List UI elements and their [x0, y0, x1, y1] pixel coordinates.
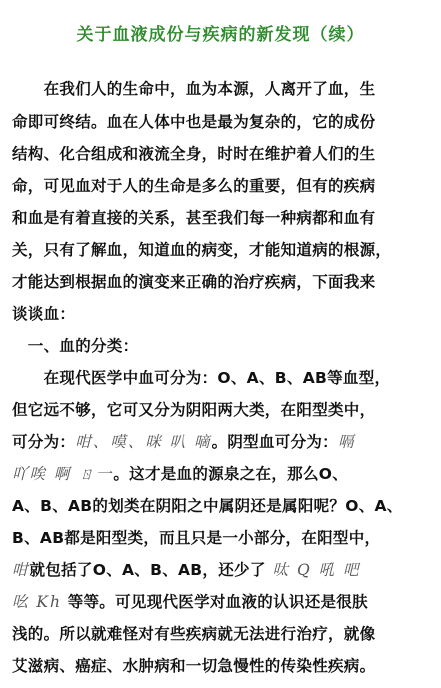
text-line [12, 590, 368, 612]
text-line [12, 366, 390, 388]
text-segment: 但它远不够，它可又分为阴阳两大类，在阳型类中， [12, 401, 376, 419]
handwritten-annotation: 吆 Kh [12, 593, 62, 611]
handwritten-annotation: 咁 [12, 561, 30, 579]
handwritten-annotation: 吖唉 啊 ㄖ一 [12, 465, 114, 483]
text-line [12, 110, 375, 132]
text-line [12, 654, 375, 676]
text-line [12, 526, 380, 548]
text-line [12, 142, 375, 164]
text-segment: 在我们人的生命中，血为本源，人离开了血，生 [12, 80, 376, 98]
text-segment: 和血是有着直接的关系，甚至我们每一种病都和血有 [12, 209, 376, 227]
text-segment: 。阴型血可分为： [211, 433, 338, 451]
text-segment: 在现代医学中血可分为：O、A、B、AB等血型， [12, 369, 391, 387]
text-segment: 。这才是血的源泉之在，那么O、 [113, 465, 349, 483]
text-line [12, 430, 355, 452]
text-line [12, 302, 75, 324]
text-segment: 命即可终结。血在人体中也是最为复杂的，它的成份 [12, 113, 376, 131]
text-segment: 谈谈血： [12, 305, 76, 323]
text-line [12, 398, 375, 420]
text-line [12, 622, 375, 644]
text-line [12, 206, 375, 228]
document-title: 关于血液成份与疾病的新发现（续） [76, 25, 365, 45]
handwritten-annotation: 嗝 [337, 433, 356, 451]
text-line [12, 334, 138, 356]
text-segment: 一、血的分类： [12, 337, 139, 355]
text-line [12, 462, 348, 484]
text-segment: 才能达到根据血的演变来正确的治疗疾病，下面我来 [12, 273, 376, 291]
text-segment: 结构、化合组成和液流全身，时时在维护着人们的生 [12, 145, 376, 163]
text-segment: 艾滋病、癌症、水肿病和一切急慢性的传染性疾病。 [12, 657, 376, 675]
handwritten-annotation: 咁、嗼、咪 叭 嘀 [75, 433, 212, 451]
text-segment: 浅的。所以就难怪对有些疾病就无法进行治疗，就像 [12, 625, 376, 643]
text-segment: A、B、AB的划类在阴阳之中属阴还是属阳呢？O、A、 [12, 497, 403, 515]
text-segment: 可分为： [12, 433, 76, 451]
text-line [12, 238, 391, 260]
text-segment: B、AB都是阳型类，而且只是一小部分，在阳型中， [12, 529, 381, 547]
text-segment: 就包括了O、A、B、AB，还少了 [29, 561, 266, 579]
handwritten-annotation: 呔 Q 吼 吧 [265, 561, 361, 579]
text-line [12, 174, 375, 196]
text-segment: 关，只有了解血，知道血的病变，才能知道病的根源， [12, 241, 392, 259]
text-line [12, 270, 375, 292]
text-segment: 等等。可见现代医学对血液的认识还是很肤 [62, 593, 368, 611]
text-segment: 命，可见血对于人的生命是多么的重要，但有的疾病 [12, 177, 376, 195]
text-line [12, 494, 403, 516]
text-line [12, 558, 361, 580]
text-line [12, 77, 375, 99]
